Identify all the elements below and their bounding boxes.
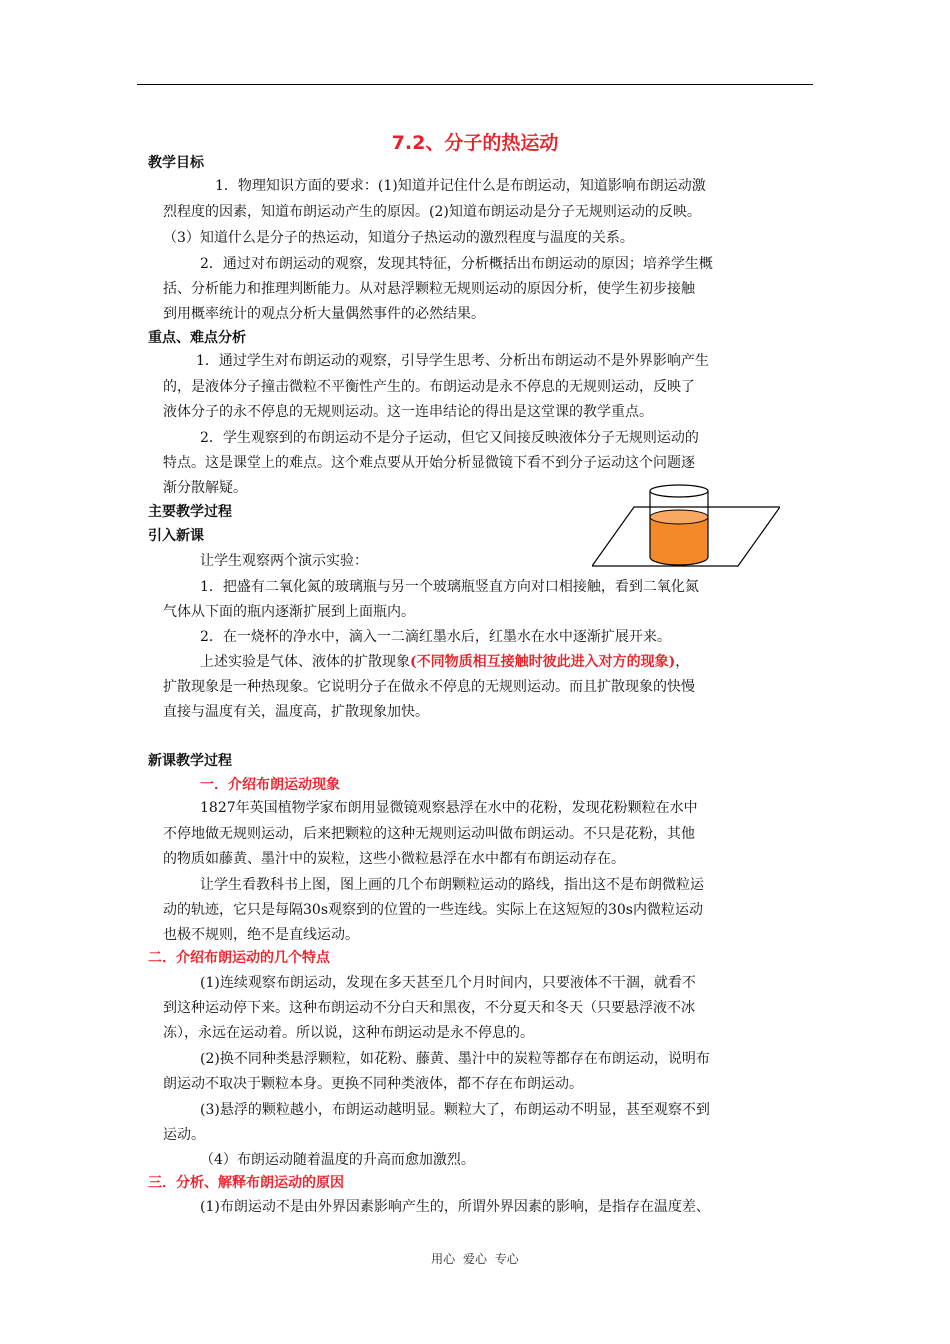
header-rule — [137, 84, 813, 85]
key-line-3: 液体分子的永不停息的无规则运动。这一连串结论的得出是这堂课的教学重点。 — [163, 404, 653, 420]
page-title: 7.2、分子的热运动 — [391, 132, 559, 154]
goals-line-2: 烈程度的因素，知道布朗运动产生的原因。(2)知道布朗运动是分子无规则运动的反映。 — [163, 204, 701, 220]
goals-line-1: 1．物理知识方面的要求：(1)知道并记住什么是布朗运动，知道影响布朗运动激 — [215, 178, 706, 194]
intro-heading: 引入新课 — [148, 528, 204, 544]
goals-line-5: 括、分析能力和推理判断能力。从对悬浮颗粒无规则运动的原因分析，使学生初步接触 — [163, 281, 695, 297]
intro-line-2: 1．把盛有二氧化氮的玻璃瓶与另一个玻璃瓶竖直方向对口相接触，看到二氧化氮 — [200, 579, 699, 595]
s2-line-6: (3)悬浮的颗粒越小，布朗运动越明显。颗粒大了，布朗运动不明显，甚至观察不到 — [200, 1102, 710, 1118]
s1-line-6: 也极不规则，绝不是直线运动。 — [163, 927, 359, 943]
s2-line-8: （4）布朗运动随着温度的升高而愈加激烈。 — [200, 1152, 475, 1168]
intro-line-1: 让学生观察两个演示实验： — [200, 553, 368, 569]
s2-line-7: 运动。 — [163, 1127, 205, 1143]
beaker-on-plane-icon — [592, 483, 780, 575]
section-1-heading: 一．介绍布朗运动现象 — [200, 777, 340, 793]
goals-heading: 教学目标 — [148, 155, 204, 171]
page-footer: 用心 爱心 专心 — [431, 1252, 519, 1266]
new-lesson-heading: 新课教学过程 — [148, 753, 232, 769]
key-line-2: 的，是液体分子撞击微粒不平衡性产生的。布朗运动是永不停息的无规则运动，反映了 — [163, 379, 695, 395]
s1-line-1: 1827年英国植物学家布朗用显微镜观察悬浮在水中的花粉，发现花粉颗粒在水中 — [200, 800, 698, 816]
key-line-6: 渐分散解疑。 — [163, 480, 247, 496]
s1-line-4: 让学生看教科书上图，图上画的几个布朗颗粒运动的路线，指出这不是布朗微粒运 — [200, 877, 704, 893]
section-3-heading: 三．分析、解释布朗运动的原因 — [148, 1175, 344, 1191]
key-line-1: 1．通过学生对布朗运动的观察，引导学生思考、分析出布朗运动不是外界影响产生 — [196, 353, 709, 369]
intro-line-3: 气体从下面的瓶内逐渐扩展到上面瓶内。 — [163, 604, 415, 620]
s1-line-2: 不停地做无规则运动，后来把颗粒的这种无规则运动叫做布朗运动。不只是花粉，其他 — [163, 826, 695, 842]
intro-summary-pre: 上述实验是气体、液体的扩散现象 — [200, 654, 410, 670]
intro-summary-post: ， — [675, 654, 690, 670]
s2-line-3: 冻），永远在运动着。所以说，这种布朗运动是永不停息的。 — [163, 1025, 534, 1041]
s2-line-2: 到这种运动停下来。这种布朗运动不分白天和黑夜，不分夏天和冬天（只要悬浮液不冰 — [163, 1000, 695, 1016]
key-heading: 重点、难点分析 — [148, 330, 246, 346]
s2-line-4: (2)换不同种类悬浮颗粒，如花粉、藤黄、墨汁中的炭粒等都存在布朗运动，说明布 — [200, 1051, 710, 1067]
section-2-heading: 二．介绍布朗运动的几个特点 — [148, 950, 330, 966]
process-heading: 主要教学过程 — [148, 504, 232, 520]
goals-line-6: 到用概率统计的观点分析大量偶然事件的必然结果。 — [163, 306, 485, 322]
s1-line-3: 的物质如藤黄、墨汁中的炭粒，这些小微粒悬浮在水中都有布朗运动存在。 — [163, 851, 625, 867]
s2-line-1: (1)连续观察布朗运动，发现在多天甚至几个月时间内，只要液体不干涸，就看不 — [200, 975, 696, 991]
intro-summary-line-2: 扩散现象是一种热现象。它说明分子在做永不停息的无规则运动。而且扩散现象的快慢 — [163, 679, 695, 695]
intro-summary-line — [200, 650, 689, 674]
goals-line-4: 2．通过对布朗运动的观察，发现其特征，分析概括出布朗运动的原因；培养学生概 — [200, 256, 713, 272]
intro-line-4: 2．在一烧杯的净水中，滴入一二滴红墨水后，红墨水在水中逐渐扩展开来。 — [200, 629, 671, 645]
goals-line-3: （3）知道什么是分子的热运动，知道分子热运动的激烈程度与温度的关系。 — [163, 230, 634, 246]
key-line-4: 2．学生观察到的布朗运动不是分子运动，但它又间接反映液体分子无规则运动的 — [200, 430, 699, 446]
s1-line-5: 动的轨迹，它只是每隔30s观察到的位置的一些连线。实际上在这短短的30s内微粒运动 — [163, 902, 703, 918]
s2-line-5: 朗运动不取决于颗粒本身。更换不同种类液体，都不存在布朗运动。 — [163, 1076, 583, 1092]
key-line-5: 特点。这是课堂上的难点。这个难点要从开始分析显微镜下看不到分子运动这个问题逐 — [163, 455, 695, 471]
intro-summary-line-3: 直接与温度有关，温度高，扩散现象加快。 — [163, 704, 429, 720]
intro-summary-definition: (不同物质相互接触时彼此进入对方的现象) — [410, 654, 676, 670]
s3-line-1: (1)布朗运动不是由外界因素影响产生的，所谓外界因素的影响，是指存在温度差、 — [200, 1199, 710, 1215]
